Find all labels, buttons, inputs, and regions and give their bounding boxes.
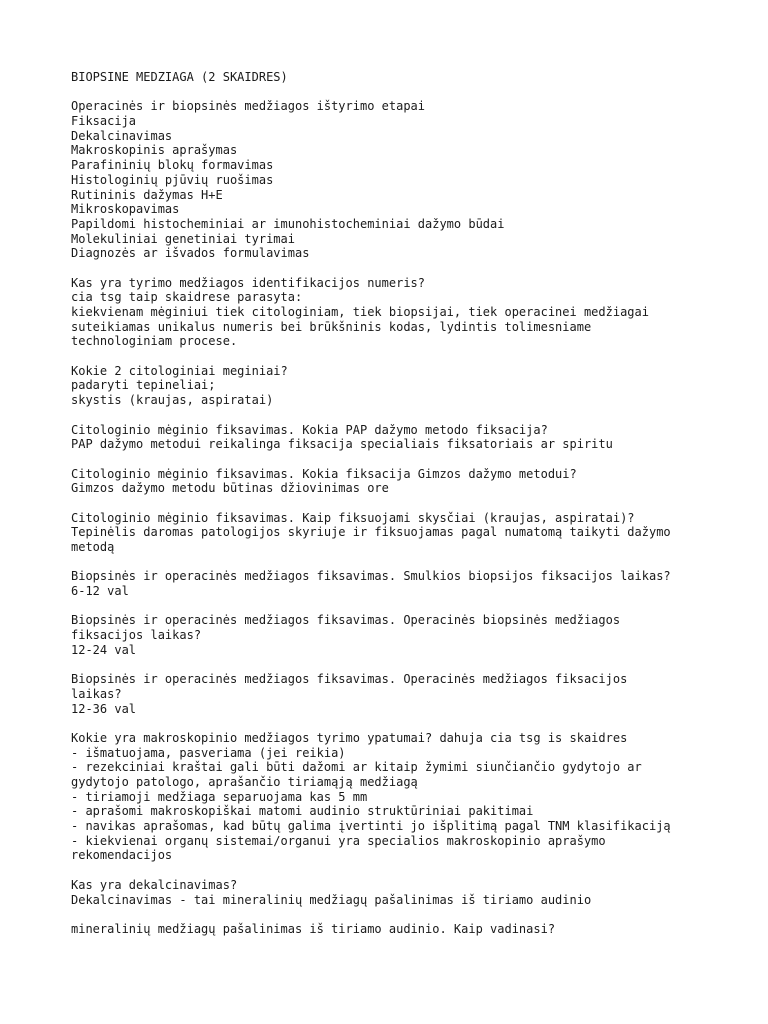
- section-makroskopinis: [71, 731, 731, 863]
- spacer: [71, 555, 731, 570]
- answer-line: - tiriamoji medžiaga separuojama kas 5 mm: [71, 789, 368, 804]
- list-item: Parafininių blokų formavimas: [71, 158, 274, 173]
- question-line: Citologinio mėginio fiksavimas. Kaip fiksuojami skysčiai (kraujas, aspiratai)?: [71, 510, 635, 525]
- spacer: [71, 261, 731, 276]
- list-item: Diagnozės ar išvados formulavimas: [71, 246, 310, 261]
- answer-line: - aprašomi makroskopiškai matomi audinio struktūriniai pakitimai: [71, 804, 534, 819]
- section-operacines-biopsines: [71, 613, 731, 657]
- document-title: BIOPSINE MEDZIAGA (2 SKAIDRES): [71, 70, 288, 84]
- answer-line: cia tsg taip skaidrese parasyta:: [71, 290, 303, 305]
- section-heading: Operacinės ir biopsinės medžiagos ištyrimo etapai: [71, 99, 426, 114]
- list-item: Makroskopinis aprašymas: [71, 143, 238, 158]
- question-line: Kokie 2 citologiniai meginiai?: [71, 363, 288, 378]
- answer-line: skystis (kraujas, aspiratai): [71, 393, 274, 408]
- spacer: [71, 658, 731, 673]
- section-smulkios: [71, 569, 731, 598]
- section-skysciai: [71, 511, 731, 555]
- spacer: [71, 599, 731, 614]
- spacer: [71, 496, 731, 511]
- answer-line: 6-12 val: [71, 584, 129, 599]
- question-line: Kas yra tyrimo medžiagos identifikacijos numeris?: [71, 275, 426, 290]
- answer-line: metodą: [71, 540, 115, 554]
- list-item: Molekuliniai genetiniai tyrimai: [71, 231, 295, 246]
- answer-line: padaryti tepineliai;: [71, 378, 216, 393]
- question-line: Kas yra dekalcinavimas?: [71, 877, 238, 892]
- answer-line: - kiekvienai organų sistemai/organui yra specialios makroskopinio aprašymo: [71, 833, 606, 848]
- list-item: Histologinių pjūvių ruošimas: [71, 172, 274, 187]
- answer-line: - išmatuojama, pasveriama (jei reikia): [71, 745, 346, 760]
- answer-line: - rezekciniai kraštai gali būti dažomi ar kitaip žymimi siunčiančio gydytojo ar: [71, 760, 642, 775]
- list-item: Fiksacija: [71, 114, 137, 129]
- spacer: [71, 716, 731, 731]
- question-line: Citologinio mėginio fiksavimas. Kokia PAP dažymo metodo fiksacija?: [71, 422, 548, 437]
- answer-line: rekomendacijos: [71, 848, 173, 863]
- section-etapai: [71, 99, 731, 261]
- answer-line: technologiniam procese.: [71, 334, 238, 349]
- list-item: Rutininis dažymas H+E: [71, 187, 223, 202]
- answer-line: suteikiamas unikalus numeris bei brūkšninis kodas, lydintis tolimesniame: [71, 319, 592, 334]
- answer-line: 12-36 val: [71, 701, 137, 716]
- question-line: Biopsinės ir operacinės medžiagos fiksavimas. Smulkios biopsijos fiksacijos laikas?: [71, 569, 671, 584]
- spacer: [71, 85, 731, 100]
- list-item: Dekalcinavimas: [71, 128, 173, 143]
- question-line: laikas?: [71, 686, 122, 701]
- answer-line: gydytojo patologo, aprašančio tiriamąją medžiagą: [71, 775, 418, 789]
- spacer: [71, 408, 731, 423]
- answer-line: 12-24 val: [71, 642, 137, 657]
- section-pap: [71, 423, 731, 452]
- list-item: Papildomi histocheminiai ar imunohistocheminiai dažymo būdai: [71, 216, 505, 231]
- section-dekalcinavimas: [71, 878, 731, 907]
- question-line: Biopsinės ir operacinės medžiagos fiksavimas. Operacinės biopsinės medžiagos: [71, 613, 621, 628]
- list-item: Mikroskopavimas: [71, 202, 180, 217]
- answer-line: kiekvienam mėginiui tiek citologiniam, tiek biopsijai, tiek operacinei medžiagai: [71, 305, 649, 319]
- section-kaip-vadinasi: [71, 922, 731, 937]
- answer-line: - navikas aprašomas, kad būtų galima įvertinti jo išplitimą pagal TNM klasifikaciją: [71, 819, 671, 834]
- section-meginiai: [71, 364, 731, 408]
- answer-line: PAP dažymo metodui reikalinga fiksacija specialiais fiksatoriais ar spiritu: [71, 437, 613, 452]
- spacer: [71, 452, 731, 467]
- answer-line: Gimzos dažymo metodu būtinas džiovinimas ore: [71, 481, 389, 496]
- section-identifikacija: [71, 276, 731, 349]
- question-line: mineralinių medžiagų pašalinimas iš tiriamo audinio. Kaip vadinasi?: [71, 921, 556, 936]
- question-line: Citologinio mėginio fiksavimas. Kokia fiksacija Gimzos dažymo metodui?: [71, 466, 577, 481]
- spacer: [71, 863, 731, 878]
- question-line: Kokie yra makroskopinio medžiagos tyrimo ypatumai? dahuja cia tsg is skaidres: [71, 730, 628, 745]
- spacer: [71, 349, 731, 364]
- answer-line: Tepinėlis daromas patologijos skyriuje ir fiksuojamas pagal numatomą taikyti dažymo: [71, 525, 671, 540]
- question-line: fiksacijos laikas?: [71, 628, 202, 643]
- section-operacines: [71, 672, 731, 716]
- document-page: [71, 70, 731, 937]
- question-line: Biopsinės ir operacinės medžiagos fiksavimas. Operacinės medžiagos fiksacijos: [71, 672, 628, 687]
- section-gimzos: [71, 467, 731, 496]
- answer-line: Dekalcinavimas - tai mineralinių medžiagų pašalinimas iš tiriamo audinio: [71, 892, 592, 907]
- spacer: [71, 907, 731, 922]
